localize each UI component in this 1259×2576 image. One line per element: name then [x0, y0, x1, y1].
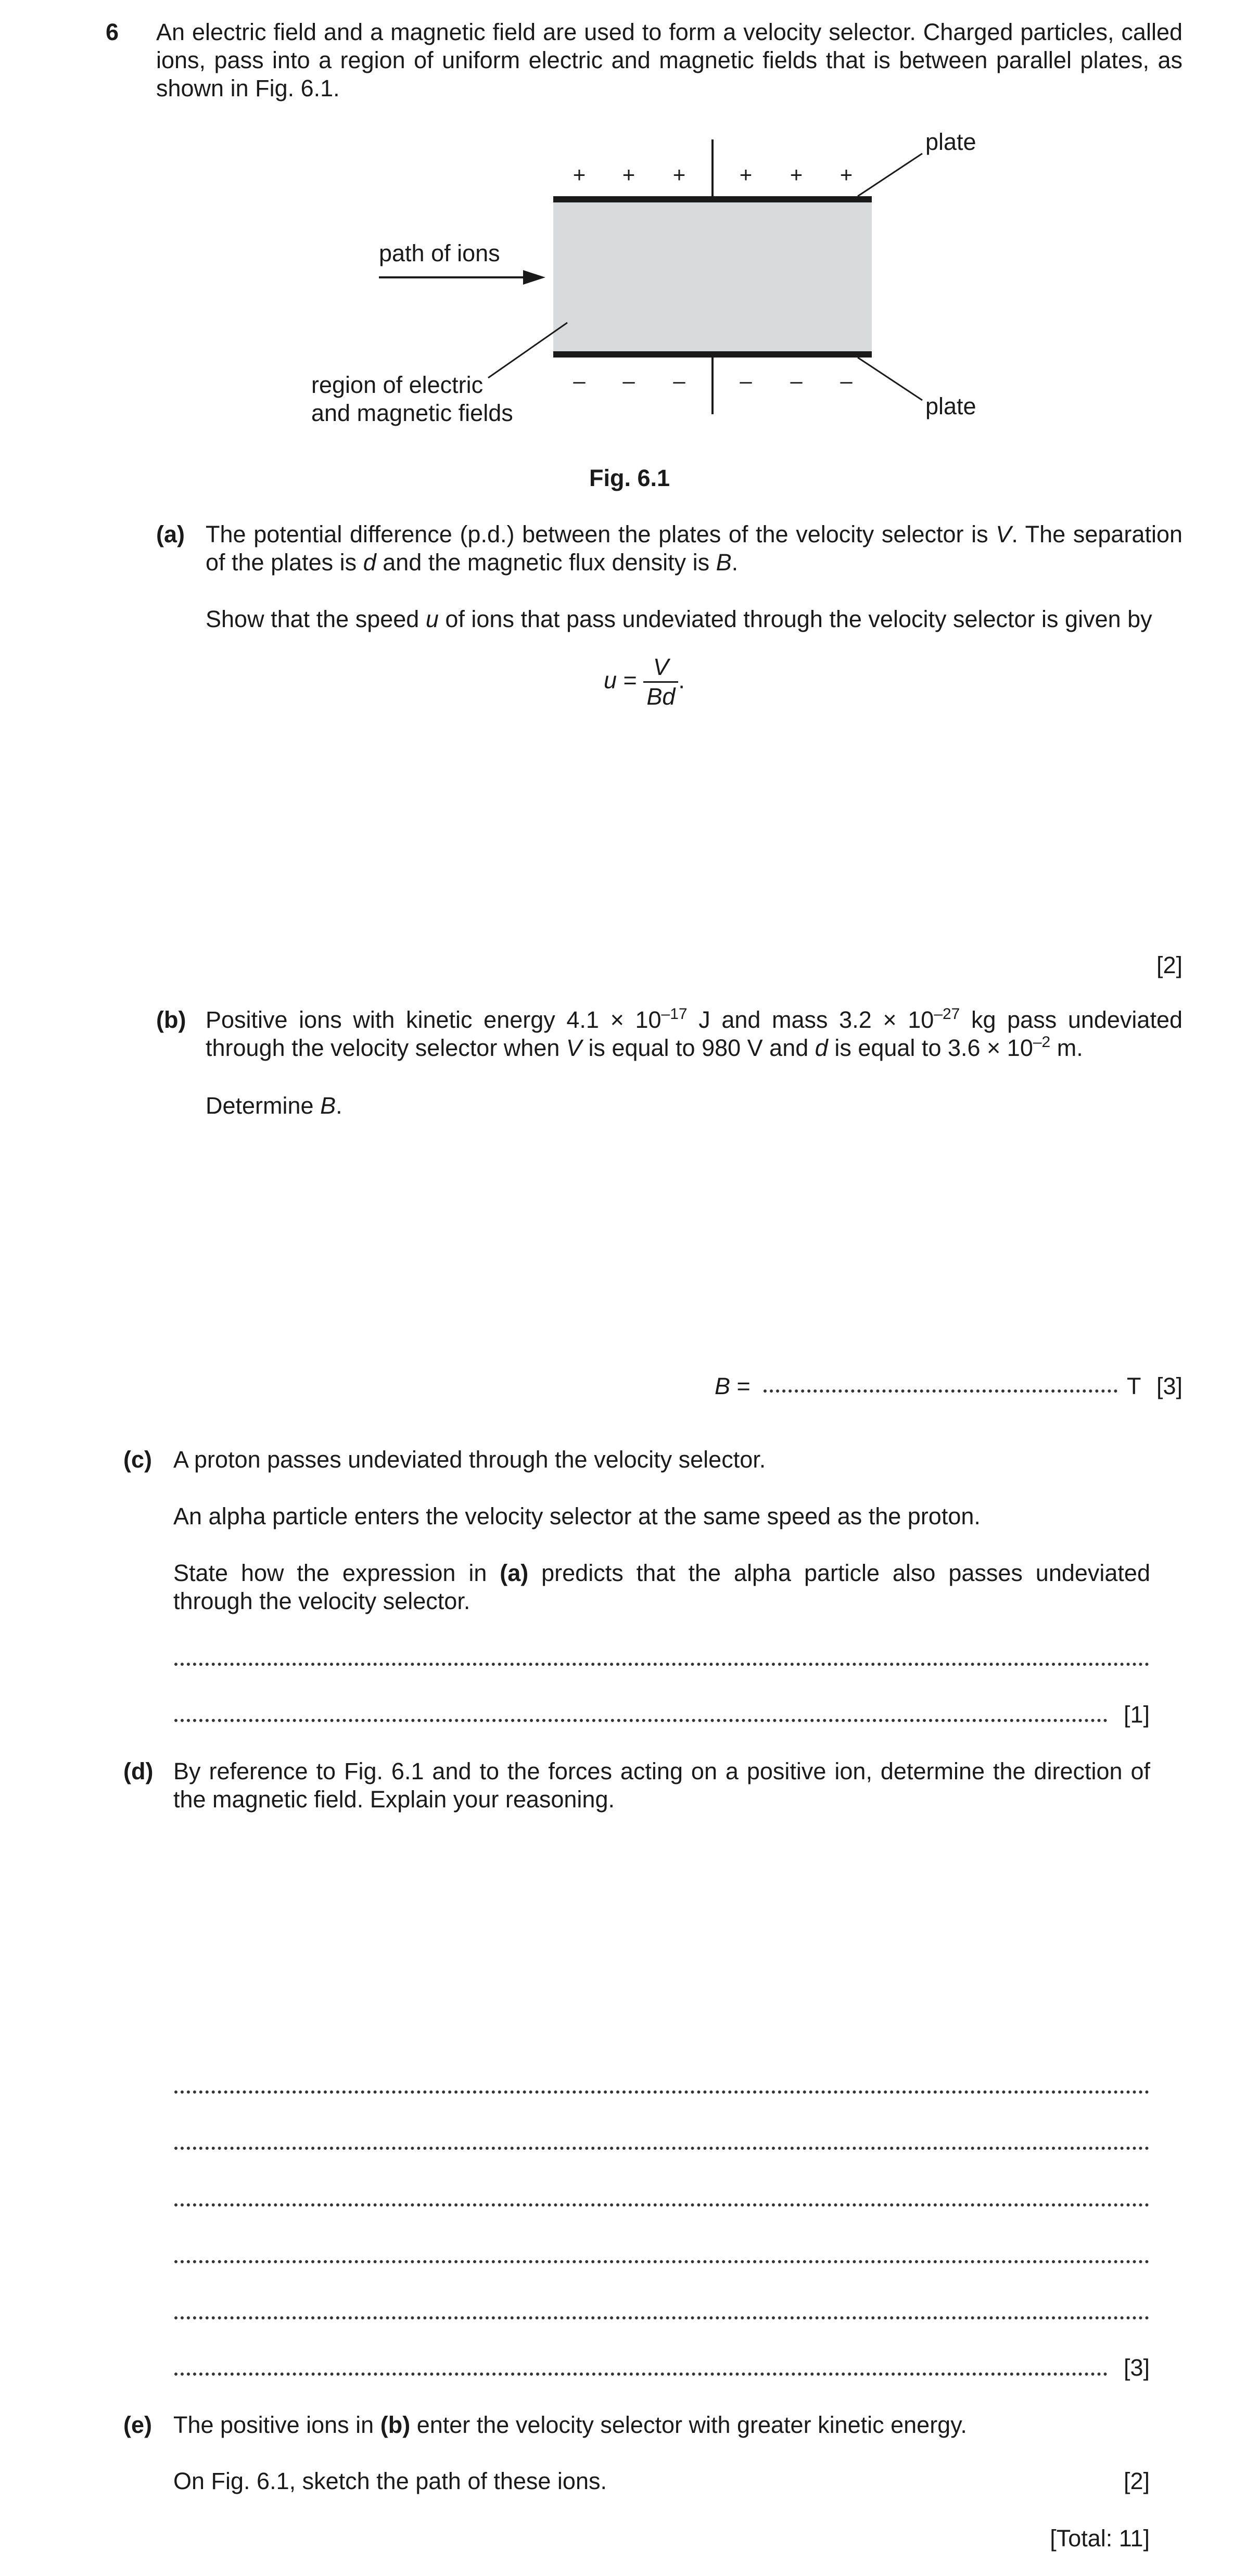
- plus-sign: +: [840, 162, 853, 187]
- d-answer-line[interactable]: [174, 2260, 1149, 2263]
- plus-sign: +: [739, 162, 753, 187]
- top-plate-label: plate: [925, 129, 976, 155]
- b-answer-line[interactable]: [764, 1389, 1117, 1393]
- part-a-marks: [2]: [1156, 952, 1182, 978]
- minus-sign: –: [573, 368, 586, 393]
- minus-sign: –: [740, 368, 752, 393]
- part-e-text: The positive ions in (b) enter the velocity selector with greater kinetic energy.: [173, 2412, 967, 2438]
- part-a-instruction: Show that the speed u of ions that pass undeviated through the velocity selector is given by: [206, 606, 1152, 632]
- part-b-label: (b): [156, 1006, 186, 1033]
- minus-sign: –: [622, 368, 635, 393]
- part-c-marks: [1]: [1123, 1701, 1150, 1728]
- velocity-selector-figure[interactable]: [0, 0, 1259, 468]
- figure-caption: Fig. 6.1: [589, 465, 670, 491]
- question-intro: An electric field and a magnetic field are used to form a velocity selector. Charged particles, called ions, pass into a region of uniform electric and magnetic fields that is between parallel plates, as shown in Fig. 6.1.: [156, 19, 1182, 101]
- part-c-line-1: A proton passes undeviated through the velocity selector.: [173, 1446, 766, 1473]
- d-answer-line[interactable]: [174, 2373, 1108, 2376]
- ion-path-arrowhead: [523, 270, 545, 285]
- ion-path-label: path of ions: [379, 240, 500, 266]
- plus-sign: +: [622, 162, 635, 187]
- bottom-plate-label: plate: [925, 393, 976, 419]
- part-b-text: Positive ions with kinetic energy $4.1 \times 10^{-17}$ J and mass $3.2 \times 10^{-27}$ kg pass undeviated through the velocity selector when V is equal to 980 V and d is equal to $3.6 \times 10^{-2}$ m.: [206, 1005, 1183, 1061]
- speed-equation: u = $\frac{V}{Bd}$ .: [604, 654, 685, 710]
- part-d-marks: [3]: [1123, 2354, 1150, 2381]
- region-label-line-2: and magnetic fields: [311, 400, 513, 426]
- part-d-text: By reference to Fig. 6.1 and to the forces acting on a positive ion, determine the direction of the magnetic field. Explain your reasoning.: [173, 1758, 1150, 1813]
- part-c-instruction: State how the expression in (a) predicts that the alpha particle also passes undeviated through the velocity selector.: [173, 1560, 1150, 1614]
- c-answer-line[interactable]: [174, 1719, 1108, 1722]
- field-region: [553, 199, 872, 354]
- part-a-label: (a): [156, 521, 185, 547]
- minus-sign: –: [840, 368, 853, 393]
- b-answer-unit: T: [1127, 1373, 1141, 1399]
- part-e-marks: [2]: [1123, 2468, 1150, 2494]
- part-d-label: (d): [123, 1758, 154, 1784]
- part-c-label: (c): [123, 1446, 152, 1473]
- d-answer-line[interactable]: [174, 2090, 1149, 2094]
- plus-sign: +: [790, 162, 803, 187]
- part-e-label: (e): [123, 2412, 152, 2438]
- part-b-instruction: Determine B.: [206, 1092, 342, 1119]
- minus-sign: –: [790, 368, 803, 393]
- plus-sign: +: [672, 162, 686, 187]
- part-b-marks: [3]: [1156, 1373, 1182, 1399]
- d-answer-line[interactable]: [174, 2316, 1149, 2319]
- total-marks: [Total: 11]: [1050, 2525, 1150, 2552]
- d-answer-line[interactable]: [174, 2147, 1149, 2150]
- b-answer-label: B =: [715, 1373, 751, 1399]
- d-answer-line[interactable]: [174, 2203, 1149, 2207]
- part-c-line-2: An alpha particle enters the velocity selector at the same speed as the proton.: [173, 1503, 981, 1529]
- c-answer-line[interactable]: [174, 1663, 1149, 1666]
- bottom-plate-leader: [858, 358, 922, 400]
- region-label-line-1: region of electric: [311, 372, 484, 398]
- top-plate-leader: [858, 154, 922, 196]
- part-e-instruction: On Fig. 6.1, sketch the path of these ions.: [173, 2468, 607, 2494]
- minus-sign: –: [673, 368, 685, 393]
- plus-sign: +: [573, 162, 586, 187]
- question-number: 6: [106, 19, 119, 45]
- part-a-text: The potential difference (p.d.) between the plates of the velocity selector is V. The separation of the plates is d and the magnetic flux density is B.: [206, 521, 1182, 576]
